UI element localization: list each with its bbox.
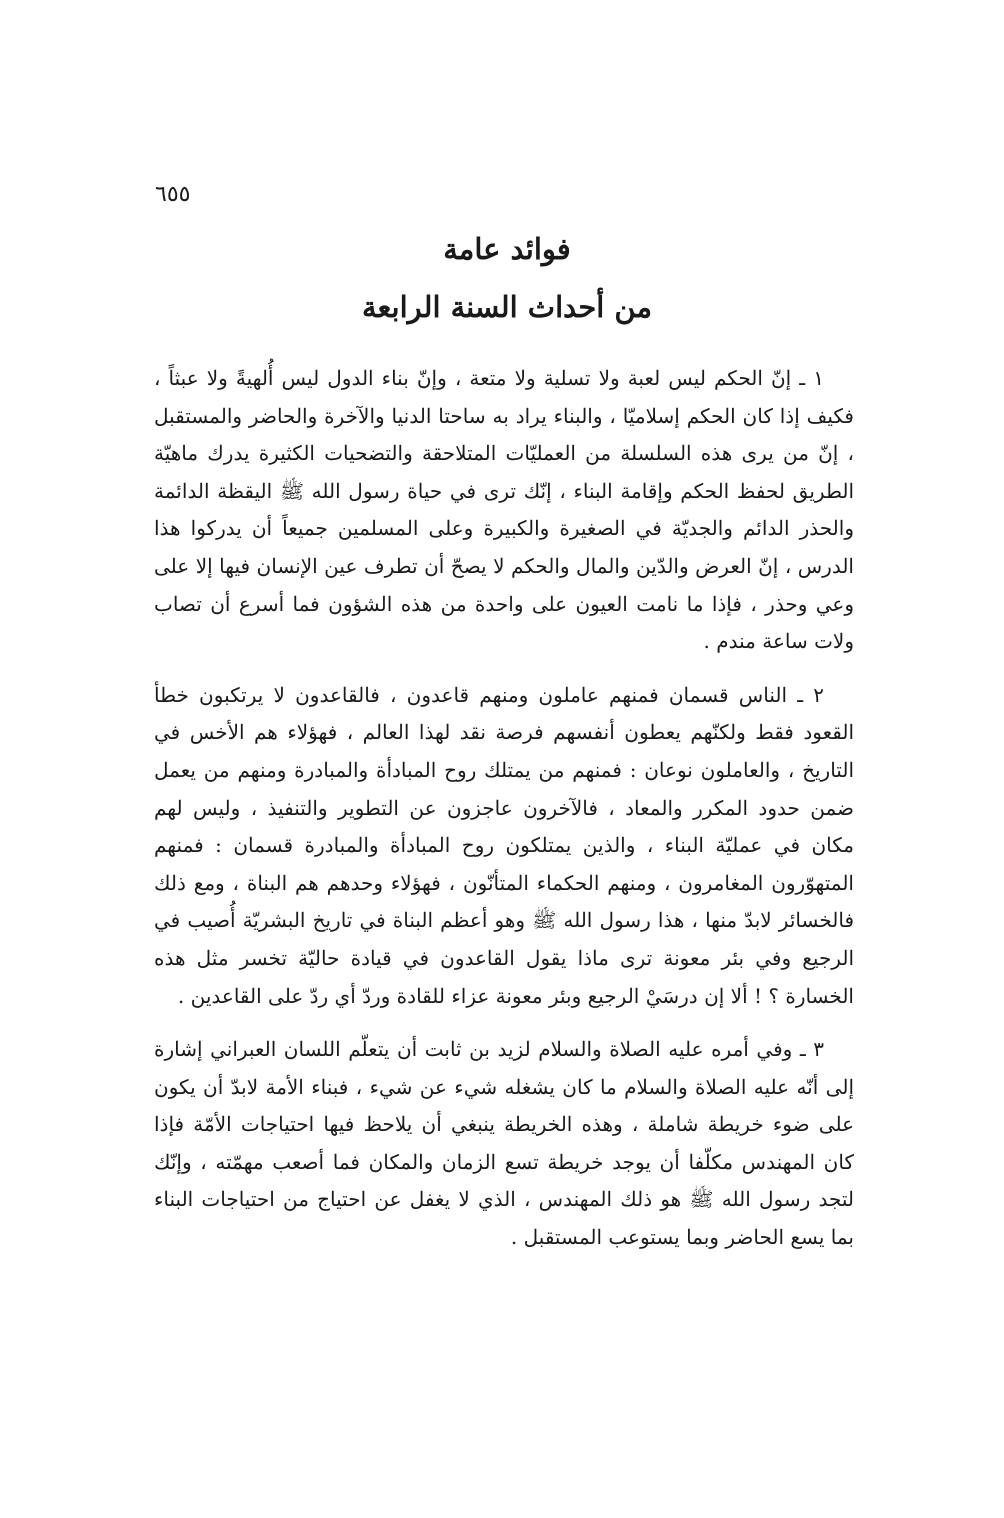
page-subtitle: من أحداث السنة الرابعة — [361, 290, 653, 324]
page-number: ٦٥٥ — [155, 182, 191, 207]
paragraph-3: ٣ ـ وفي أمره عليه الصلاة والسلام لزيد بن ثابت أن يتعلّم اللسان العبراني إشارة إلى أنّه عليه الصلاة والسلام ما كان يشغله شيء عن شيء ، فبناء الأمة لابدّ أن يكون على ضوء خريطة شاملة ، وهذه الخريطة ينبغي أن يلاحظ فيها احتياجات الأمّة فإذا كان المهندس مكلّفا أن يوجد خريطة تسع الزمان والمكان فما أصعب مهمّته ، وإنّك لتجد رسول الله ﷺ هو ذلك المهندس ، الذي لا يغفل عن احتياج من احتياجات البناء بما يسع الحاضر وبما يستوعب المستقبل . — [154, 1037, 854, 1250]
paragraph-1: ١ ـ إنّ الحكم ليس لعبة ولا تسلية ولا متعة ، وإنّ بناء الدول ليس أُلهيةً ولا عبثاً ، فكيف إذا كان الحكم إسلاميّا ، والبناء يراد به ساحتا الدنيا والآخرة والحاضر والمستقبل ، إنّ من يرى هذه السلسلة من العمليّات المتلاحقة والتضحيات الكثيرة يدرك ماهيّة الطريق لحفظ الحكم وإقامة البناء ، إنّك ترى في حياة رسول الله ﷺ اليقظة الدائمة والحذر الدائم والجديّة في الصغيرة والكبيرة وعلى المسلمين جميعاً أن يدركوا هذا الدرس ، إنّ العرض والدّين والمال والحكم لا يصحّ أن تطرف عين الإنسان فيها إلا على وعي وحذر ، فإذا ما نامت العيون على واحدة من هذه الشؤون فما أسرع أن تصاب ولات ساعة مندم . — [154, 366, 854, 654]
page-title: فوائد عامة — [443, 232, 571, 266]
body-text — [154, 360, 854, 1257]
paragraph-2: ٢ ـ الناس قسمان فمنهم عاملون ومنهم قاعدون ، فالقاعدون لا يرتكبون خطأ القعود فقط ولكنّهم يعطون أنفسهم فرصة نقد لهذا العالم ، فهؤلاء هم الأخس في التاريخ ، والعاملون نوعان : فمنهم من يمتلك روح المبادأة والمبادرة ومنهم من يعمل ضمن حدود المكرر والمعاد ، فالآخرون عاجزون عن التطوير والتنفيذ ، وليس لهم مكان في عمليّة البناء ، والذين يمتلكون روح المبادأة والمبادرة قسمان : فمنهم المتهوّرون المغامرون ، ومنهم الحكماء المتأنّون ، فهؤلاء وحدهم هم البناة ، ومع ذلك فالخسائر لابدّ منها ، هذا رسول الله ﷺ وهو أعظم البناة في تاريخ البشريّة أُصيب في الرجيع وفي بئر معونة ترى ماذا يقول القاعدون في قيادة حاليّة تخسر مثل هذه الخسارة ؟ ! ألا إن درسَيْ الرجيع وبئر معونة عزاء للقادة وردّ أي ردّ على القاعدين . — [154, 682, 854, 1008]
